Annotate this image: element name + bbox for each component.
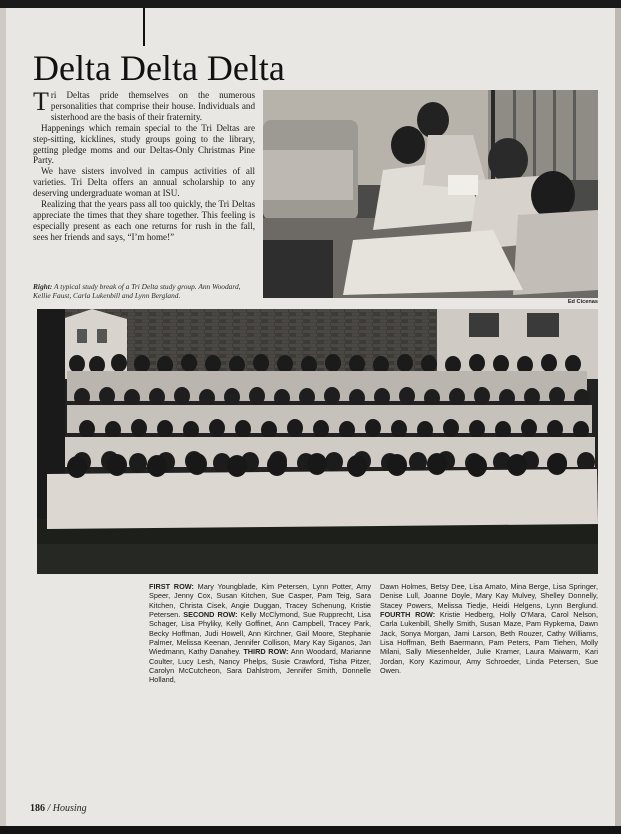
caption-label: Right: (33, 282, 53, 291)
section-name: Housing (52, 803, 87, 814)
folio-separator: / (45, 803, 53, 814)
intro-paragraph-3: We have sisters involved in campus activities of all varieties. Tri Delta offers an annual scholarship to any deserving undergraduate woman at ISU. (33, 166, 255, 199)
scan-bottom-edge (0, 826, 621, 834)
drop-cap: T (33, 87, 49, 116)
fourth-row-label: FOURTH ROW: (380, 610, 436, 620)
second-row-names: Kelly McClymond, Sue Rupprecht, Lisa Schager, Lisa Phyliky, Kelly Goffinet, Ann Campbell, Tracey Park, Becky Hoffman, Judi Howell, Ann Kirchner, Gail Moore, Stephanie Palmer, Melissa Keenan, Jennifer Collison, Mary Kay Siganos, Jan Wiedmann, Kathy Danahey. (149, 610, 371, 657)
intro-paragraph-1-text: ri Deltas pride themselves on the numerous personalities that comprise their house. Individuals and sisterhood are the basis of their fraternity. (50, 90, 255, 122)
third-row-names-part-1: Ann Woodard, Marianne Coulter, Lucy Lesh, Nancy Phelps, Susie Crawford, Tisha Pitzer, Carolyn McCutcheon, Sara Dahlstrom, Jennifer Smith, Donnelle Holland, (149, 647, 371, 685)
intro-paragraph-4: Realizing that the years pass all too quickly, the Tri Deltas appreciate the times that they share together. This feeling is especially present as each one returns for rush in the fall, sees her friends and says, “I’m home!” (33, 199, 255, 242)
study-group-photo-image (263, 90, 598, 298)
scan-top-edge (0, 0, 621, 8)
intro-paragraph-1 (33, 87, 255, 123)
scan-right-edge (615, 8, 621, 826)
caption-text: A typical study break of a Tri Delta study group. Ann Woodard, Kellie Faust, Carla Lukenbill and Lynn Bergland. (33, 282, 241, 300)
first-row-label: FIRST ROW: (149, 582, 194, 591)
page-folio (30, 803, 87, 814)
group-photo-image (37, 309, 598, 574)
first-row-names: Mary Youngblade, Kim Petersen, Lynn Potter, Amy Speer, Jenny Cox, Susan Kitchen, Sue Casper, Pam Teig, Sara Kitchen, Christa Cisek, Angie Duggan, Tracey Schenung, Kristie Petersen. (149, 582, 371, 620)
scan-left-edge (0, 8, 6, 826)
header-rule (143, 8, 145, 46)
study-group-photo (263, 90, 598, 298)
group-photo (37, 309, 598, 574)
roster-column-2 (380, 582, 598, 675)
second-row-label: SECOND ROW: (183, 610, 238, 620)
photo-caption (33, 282, 258, 300)
intro-paragraph-2: Happenings which remain special to the Tri Deltas are step-sitting, kicklines, study groups going to the library, getting pledge moms and our Deltas-Only Christmas Pine Party. (33, 122, 255, 166)
page-number: 186 (30, 803, 45, 814)
roster-column-1 (149, 582, 371, 685)
photo-credit: Ed Cicenas (567, 299, 598, 305)
intro-text (33, 87, 255, 243)
third-row-label: THIRD ROW: (243, 647, 289, 657)
third-row-names-part-2: Dawn Holmes, Betsy Dee, Lisa Amato, Mina Berge, Lisa Springer, Denise Lull, Joanne Doyle, Mary Kay Mulvey, Shelley Donnelly, Stacey Powers, Melissa Tiedje, Heidi Helgens, Lynn Berglund. (380, 582, 598, 610)
fourth-row-names: Kristie Hedberg, Holly O’Mara, Carol Nelson, Carla Lukenbill, Shelly Smith, Susan Maze, Pam Rypkema, Dawn Jack, Sonya Morgan, Jami Larson, Beth Rouzer, Cathy Williams, Lisa Hoffman, Beth Baermann, Pam Peters, Pam Tiehen, Molly Milani, Sally Miesenhelder, Julie Kramer, Laura Maiwarm, Kari Jordan, Kory Kazimour, Amy Schroeder, Linda Petersen, Sue Owen. (380, 610, 598, 676)
page-title: Delta Delta Delta (33, 48, 285, 88)
